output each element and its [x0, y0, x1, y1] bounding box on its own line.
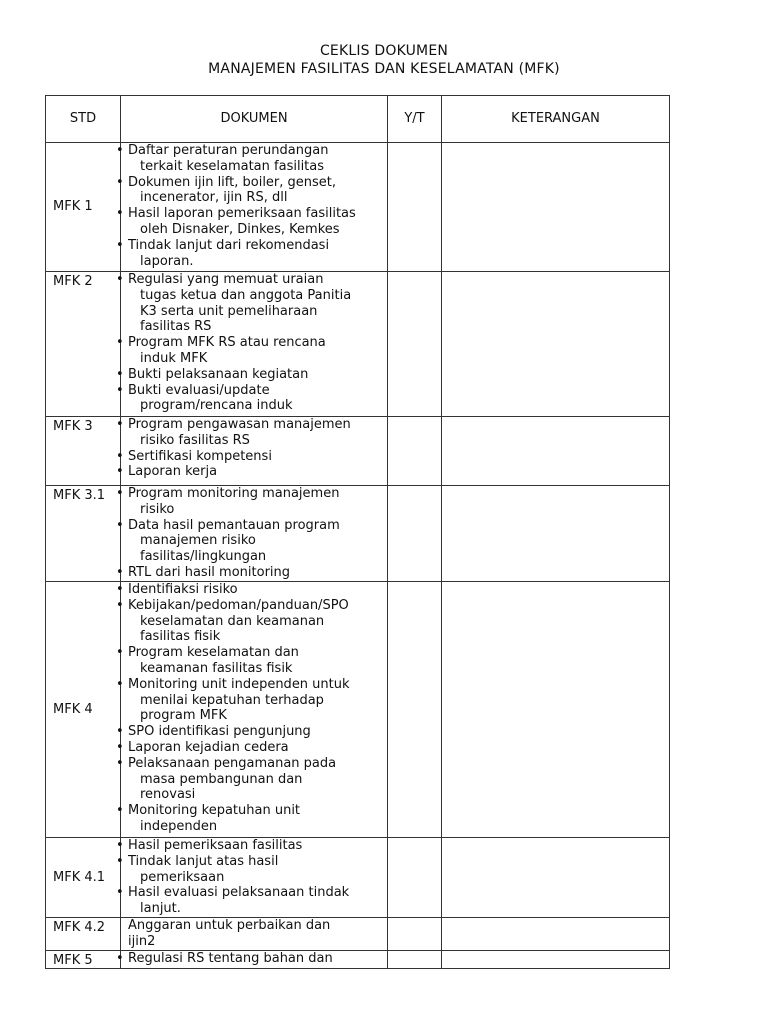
document-list-item: [121, 724, 387, 740]
document-item-continuation: keselamatan dan keamanan: [140, 613, 325, 629]
document-list-item: [121, 951, 387, 967]
keterangan-cell[interactable]: [442, 838, 670, 918]
keterangan-cell[interactable]: [442, 950, 670, 969]
document-item-text: • Daftar peraturan perundangan: [128, 143, 329, 158]
std-code: MFK 4: [46, 582, 121, 838]
keterangan-cell[interactable]: [442, 582, 670, 838]
document-item-text: • Bukti pelaksanaan kegiatan: [128, 366, 309, 382]
yt-cell[interactable]: [388, 272, 442, 417]
document-list-item: [121, 885, 387, 917]
document-text: Anggaran untuk perbaikan dan: [128, 918, 331, 933]
document-item-continuation: menilai kepatuhan terhadap: [140, 692, 324, 708]
document-list-item: [121, 582, 387, 598]
document-list-item: [121, 449, 387, 465]
document-item-continuation: program/rencana induk: [140, 398, 293, 414]
document-list-item: [121, 838, 387, 854]
document-list: [121, 143, 387, 269]
document-list-cell: [121, 582, 388, 838]
document-list-item: [121, 740, 387, 756]
document-item-continuation: lanjut.: [140, 901, 181, 917]
document-list-item: [121, 464, 387, 480]
std-code: MFK 2: [46, 272, 121, 417]
document-list-item: [121, 486, 387, 518]
document-item-text: • Laporan kejadian cedera: [128, 739, 289, 755]
document-list-item: [121, 417, 387, 449]
yt-cell[interactable]: [388, 918, 442, 951]
std-code: MFK 4.2: [46, 918, 121, 951]
document-list-cell: [121, 918, 388, 951]
yt-cell[interactable]: [388, 417, 442, 486]
document-item-continuation: manajemen risiko: [140, 533, 256, 549]
document-item-text: • RTL dari hasil monitoring: [128, 564, 291, 580]
document-item-text: • Tindak lanjut dari rekomendasi: [128, 237, 330, 253]
document-list-item: [121, 518, 387, 565]
document-item-text: • Data hasil pemantauan program: [128, 517, 340, 533]
document-item-text: • Dokumen ijin lift, boiler, genset,: [128, 174, 337, 190]
document-list: [121, 272, 387, 414]
yt-cell[interactable]: [388, 486, 442, 582]
document-subtitle: MANAJEMEN FASILITAS DAN KESELAMATAN (MFK): [208, 61, 560, 77]
document-list-item: [121, 756, 387, 803]
header-dokumen: DOKUMEN: [121, 96, 388, 143]
document-list-item: [121, 598, 387, 645]
document-list: [121, 838, 387, 917]
document-item-continuation: independen: [140, 818, 218, 834]
document-item-continuation: incenerator, ijin RS, dll: [140, 190, 288, 206]
header-keterangan: KETERANGAN: [442, 96, 670, 143]
document-list-cell: [121, 486, 388, 582]
header-yt: Y/T: [388, 96, 442, 143]
document-list-item: [121, 206, 387, 238]
document-item-continuation: fasilitas/lingkungan: [140, 549, 267, 565]
document-list-item: [121, 854, 387, 886]
document-item-text: • SPO identifikasi pengunjung: [128, 724, 311, 740]
table-row: [46, 417, 670, 486]
table-row: [46, 838, 670, 918]
table-row: [46, 582, 670, 838]
document-item-text: • Tindak lanjut atas hasil: [128, 853, 279, 869]
document-list-cell: [121, 838, 388, 918]
document-item-continuation: renovasi: [140, 787, 196, 803]
document-item-text: • Kebijakan/pedoman/panduan/SPO: [128, 597, 349, 613]
table-row: [46, 143, 670, 272]
std-code: MFK 3.1: [46, 486, 121, 582]
document-item-continuation: risiko fasilitas RS: [140, 432, 250, 448]
document-item-text: • Pelaksanaan pengamanan pada: [128, 755, 337, 771]
header-row: [46, 96, 670, 143]
document-item-continuation: masa pembangunan dan: [140, 771, 303, 787]
document-list: [121, 486, 387, 581]
document-item-continuation: induk MFK: [140, 350, 208, 366]
std-code: MFK 1: [46, 143, 121, 272]
document-item-text: • Hasil laporan pemeriksaan fasilitas: [128, 206, 356, 222]
document-list-cell: [121, 272, 388, 417]
keterangan-cell[interactable]: [442, 918, 670, 951]
yt-cell[interactable]: [388, 950, 442, 969]
document-list-item: [121, 238, 387, 270]
document-item-continuation: fasilitas fisik: [140, 629, 221, 645]
document-list-item: [121, 565, 387, 581]
document-item-continuation: program MFK: [140, 708, 227, 724]
document-item-continuation: oleh Disnaker, Dinkes, Kemkes: [140, 221, 340, 237]
document-list-item: [121, 677, 387, 724]
std-code: MFK 3: [46, 417, 121, 486]
document-item-text: • Program monitoring manajemen: [128, 486, 340, 501]
document-list-cell: [121, 143, 388, 272]
document-item-continuation: fasilitas RS: [140, 319, 212, 335]
document-list-item: [121, 272, 387, 335]
document-item-continuation: terkait keselamatan fasilitas: [140, 158, 325, 174]
document-item-continuation: tugas ketua dan anggota Panitia: [140, 287, 352, 303]
document-item-continuation: laporan.: [140, 253, 194, 269]
table-row: [46, 272, 670, 417]
document-list-cell: [121, 950, 388, 969]
table-row: [46, 950, 670, 969]
yt-cell[interactable]: [388, 582, 442, 838]
keterangan-cell[interactable]: [442, 143, 670, 272]
document-list-item: [121, 175, 387, 207]
document-list: [121, 417, 387, 480]
document-list: [121, 951, 387, 967]
std-code: MFK 4.1: [46, 838, 121, 918]
keterangan-cell[interactable]: [442, 486, 670, 582]
yt-cell[interactable]: [388, 143, 442, 272]
document-item-text: • Bukti evaluasi/update: [128, 382, 270, 398]
keterangan-cell[interactable]: [442, 417, 670, 486]
document-item-text: • Monitoring unit independen untuk: [128, 676, 350, 692]
document-list-item: [121, 645, 387, 677]
header-std: STD: [46, 96, 121, 143]
document-list-item: [121, 143, 387, 175]
document-item-text: • Regulasi RS tentang bahan dan: [128, 950, 333, 966]
document-list-item: [121, 335, 387, 367]
yt-cell[interactable]: [388, 838, 442, 918]
document-item-text: • Program pengawasan manajemen: [128, 417, 351, 432]
document-item-continuation: K3 serta unit pemeliharaan: [140, 303, 318, 319]
checklist-table: [45, 95, 670, 969]
document-item-text: • Hasil pemeriksaan fasilitas: [128, 838, 303, 853]
document-item-text: • Monitoring kepatuhan unit: [128, 803, 301, 819]
document-list: [121, 582, 387, 835]
document-item-text: • Regulasi yang memuat uraian: [128, 272, 324, 287]
document-list-item: [121, 803, 387, 835]
document-text: ijin2: [128, 933, 156, 949]
document-item-continuation: pemeriksaan: [140, 869, 225, 885]
document-title: CEKLIS DOKUMEN: [319, 43, 449, 59]
document-item-text: • Program MFK RS atau rencana: [128, 335, 326, 351]
table-row: [46, 918, 670, 951]
document-item-text: • Sertifikasi kompetensi: [128, 448, 272, 464]
document-item-continuation: keamanan fasilitas fisik: [140, 660, 293, 676]
table-row: [46, 486, 670, 582]
document-item-text: • Program keselamatan dan: [128, 645, 299, 661]
keterangan-cell[interactable]: [442, 272, 670, 417]
document-list-item: [121, 383, 387, 415]
std-code: MFK 5: [46, 950, 121, 969]
document-list-item: [121, 367, 387, 383]
document-list-cell: [121, 417, 388, 486]
document-item-text: • Laporan kerja: [128, 464, 218, 480]
document-item-text: • Identifiaksi risiko: [128, 582, 238, 597]
document-item-continuation: risiko: [140, 501, 175, 517]
document-item-text: • Hasil evaluasi pelaksanaan tindak: [128, 885, 350, 901]
